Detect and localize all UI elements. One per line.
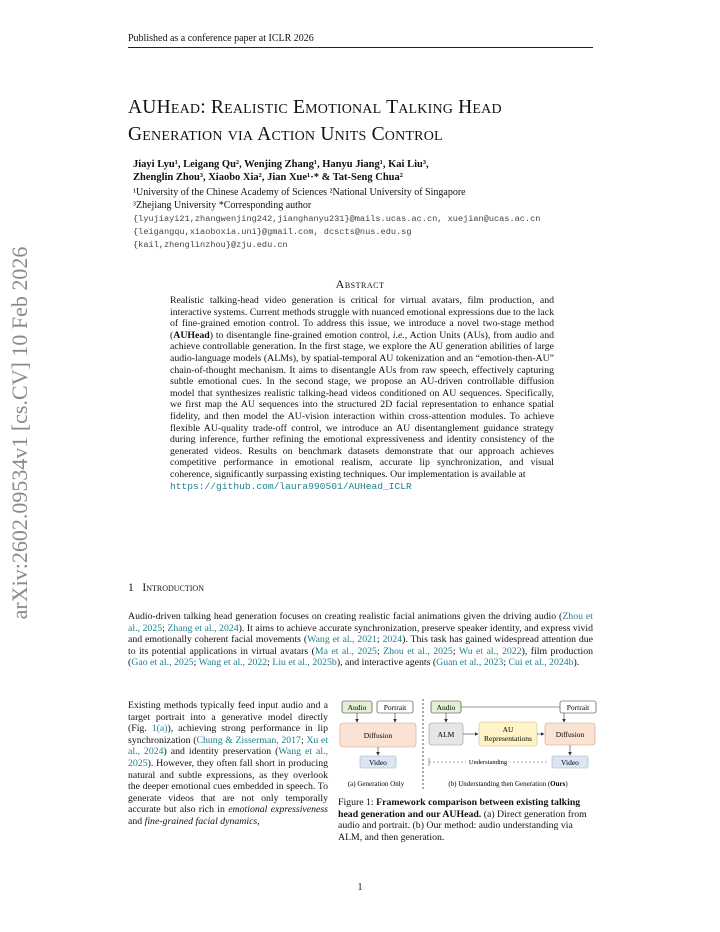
intro-paragraph-1 (128, 611, 593, 669)
caption-text: (a) Direct generation from audio and portrait. (b) Our method: audio understanding via ALM, and then generation. (338, 808, 587, 843)
authors-line-2: Zhenglin Zhou³, Xiaobo Xia², Jian Xue¹·* & Tat-Seng Chua² (133, 172, 403, 183)
citation-link[interactable]: Gao et al., 2025 (131, 657, 194, 669)
body-text: ). It aims to achieve accurate synchronization, preserve speaker identity, and express vivid and emotionally coherent facial movements ( (128, 622, 594, 646)
abstract-ie: i.e. (392, 329, 405, 341)
section-title: Introduction (142, 582, 204, 594)
body-text: ; (162, 622, 168, 634)
body-text: ; (503, 657, 509, 669)
body-text: ), and interactive agents ( (336, 657, 437, 669)
figure-ref-link[interactable]: 1(a) (151, 723, 168, 735)
body-text: Existing methods typically feed input audio and a target portrait into a generative model directly (Fig. (128, 700, 328, 735)
affiliation-line-2: ³Zhejiang University *Corresponding author (133, 200, 312, 211)
video-label-a: Video (369, 758, 387, 767)
citation-link[interactable]: Wang et al., 2021 (307, 634, 377, 646)
citation-link[interactable]: Zhang et al., 2024 (167, 622, 239, 634)
subcaption-b (448, 780, 568, 788)
intro-paragraph-2 (128, 700, 328, 828)
au-label: AU (502, 725, 514, 734)
body-text: ; (300, 734, 307, 746)
title-line-1: AUHead: Realistic Emotional Talking Head (128, 97, 502, 118)
citation-link[interactable]: Ma et al., 2025 (314, 645, 377, 657)
body-text: ; (376, 645, 384, 657)
authors-line-1: Jiayi Lyu¹, Leigang Qu², Wenjing Zhang¹, Hanyu Jiang¹, Kai Liu³, (133, 159, 429, 170)
citation-link[interactable]: Guan et al., 2023 (436, 657, 504, 669)
affiliations (133, 186, 466, 212)
section-number: 1 (128, 582, 134, 594)
body-text: ). (573, 657, 580, 669)
portrait-label-b: Portrait (566, 703, 590, 712)
body-text: ) and identity preservation ( (163, 746, 279, 758)
audio-label-b: Audio (436, 703, 456, 712)
email-line[interactable]: {leigangqu,xiaoboxia.uni}@gmail.com, dcscts@nus.edu.sg (133, 227, 412, 237)
abstract-text: ) to disentangle fine-grained emotion control, (209, 329, 393, 341)
body-text: Audio-driven talking head generation focuses on creating realistic facial animations given the driving audio ( (128, 611, 563, 622)
subcaption-b-close: ) (565, 780, 568, 788)
citation-link[interactable]: Cui et al., 2024b (508, 657, 574, 669)
citation-link[interactable]: Wang et al., 2022 (198, 657, 268, 669)
email-line[interactable]: {kail,zhenglinzhou}@zju.edu.cn (133, 240, 288, 250)
understanding-label: Understanding (468, 759, 508, 766)
emphasis-text: emotional expressiveness (228, 804, 328, 816)
representations-label: Representations (484, 734, 532, 743)
body-text: ), film production ( (128, 645, 594, 669)
diffusion-label-a: Diffusion (363, 731, 393, 740)
body-text: ). This task has gained widespread attention due to its potential applications in virtual avatars ( (128, 634, 593, 657)
citation-link[interactable]: Zhou et al., 2025 (383, 645, 453, 657)
body-text: ; (376, 634, 383, 646)
subcaption-b-ours: Ours (550, 780, 566, 788)
caption-bold: Framework comparison between existing talking head generation and our AUHead. (338, 797, 581, 820)
citation-link[interactable]: Xu et al., 2024 (128, 734, 329, 758)
affiliation-line-1: ¹University of the Chinese Academy of Sciences ²National University of Singapore (133, 187, 466, 198)
abstract-text: Realistic talking-head video generation is critical for virtual avatars, film production, and interactive systems. Current methods struggle with nuanced emotional expressions due to the lack of fine-grained emotion control. To address this issue, we introduce a novel two-stage method ( (170, 295, 554, 341)
abstract-text: , Action Units (AUs), from audio and achieve controllable generation. In the first stage, we explore the AU generation abilities of large audio-language models (ALMs), by spatial-temporal AU tokenization and an “emotion-then-AU” chain-of-thought mechanism. It aims to disentangle AUs from raw speech, effectively capturing subtle emotional cues. In the second stage, we propose an AU-driven controllable diffusion model that synthesizes realistic talking-head videos conditioned on AU sequences. Specifically, we first map the AU sequences into the structured 2D facial representation to enhance spatial fidelity, and then model the AU-vision interaction within cross-attention modules. To achieve flexible AU-quality trade-off control, we introduce an AU disentanglement guidance strategy during inference, further refining the emotional expressiveness and identity consistency of the generated videos. Results on benchmark datasets demonstrate that our approach achieves competitive performance in emotional realism, accurate lip synchronization, and visual coherence, significantly surpassing existing techniques. Our implementation is available at (170, 329, 554, 480)
citation-link[interactable]: Chung & Zisserman, 2017 (196, 734, 301, 746)
figure-caption (338, 797, 596, 843)
body-text: ; (193, 657, 199, 669)
citation-link[interactable]: Liu et al., 2025b (272, 657, 337, 669)
citation-link[interactable]: 2024 (382, 634, 403, 646)
alm-label: ALM (437, 730, 455, 739)
portrait-label-a: Portrait (383, 703, 407, 712)
abstract-body (170, 295, 554, 492)
section-heading (128, 582, 204, 594)
abstract-heading: Abstract (335, 277, 385, 291)
title-line-2: Generation via Action Units Control (128, 124, 443, 145)
author-list (133, 158, 429, 184)
body-text: ; (267, 657, 273, 669)
citation-link[interactable]: Wang et al., 2025 (128, 746, 328, 769)
running-header: Published as a conference paper at ICLR 2026 (128, 33, 314, 44)
code-link[interactable]: https://github.com/laura990501/AUHead_ICLR (170, 480, 412, 492)
header-rule (128, 47, 593, 48)
citation-link[interactable]: Wu et al., 2022 (458, 645, 522, 657)
subcaption-b-text: (b) Understanding then Generation ( (448, 780, 551, 788)
method-name: AUHead (173, 329, 210, 341)
body-text: ; (452, 645, 459, 657)
paper-title (128, 94, 608, 148)
body-text: and (128, 815, 145, 827)
diffusion-label-b: Diffusion (555, 730, 585, 739)
framework-diagram (336, 697, 598, 793)
page-number: 1 (357, 882, 363, 893)
citation-link[interactable]: Zhou et al., 2025 (128, 611, 593, 634)
email-list (133, 213, 540, 252)
subcaption-a: (a) Generation Only (347, 780, 405, 788)
video-label-b: Video (561, 758, 579, 767)
audio-label-a: Audio (347, 703, 367, 712)
email-line[interactable]: {lyujiayi21,zhangwenjing242,jianghanyu231}@mails.ucas.ac.cn, xuejian@ucas.ac.cn (133, 214, 541, 224)
arxiv-stamp: arXiv:2602.09534v1 [cs.CV] 10 Feb 2026 (7, 246, 32, 620)
body-text: , (257, 815, 260, 827)
caption-label: Figure 1: (338, 797, 377, 808)
emphasis-text: fine-grained facial dynamics (144, 815, 258, 827)
body-text: ), achieving strong performance in lip synchronization ( (128, 723, 328, 746)
body-text: ). However, they often fall short in producing natural and subtle expressions, as they overlook the deeper emotional cues embedded in speech. To generate videos that are not only temporally accurate but also rich in (128, 757, 328, 816)
